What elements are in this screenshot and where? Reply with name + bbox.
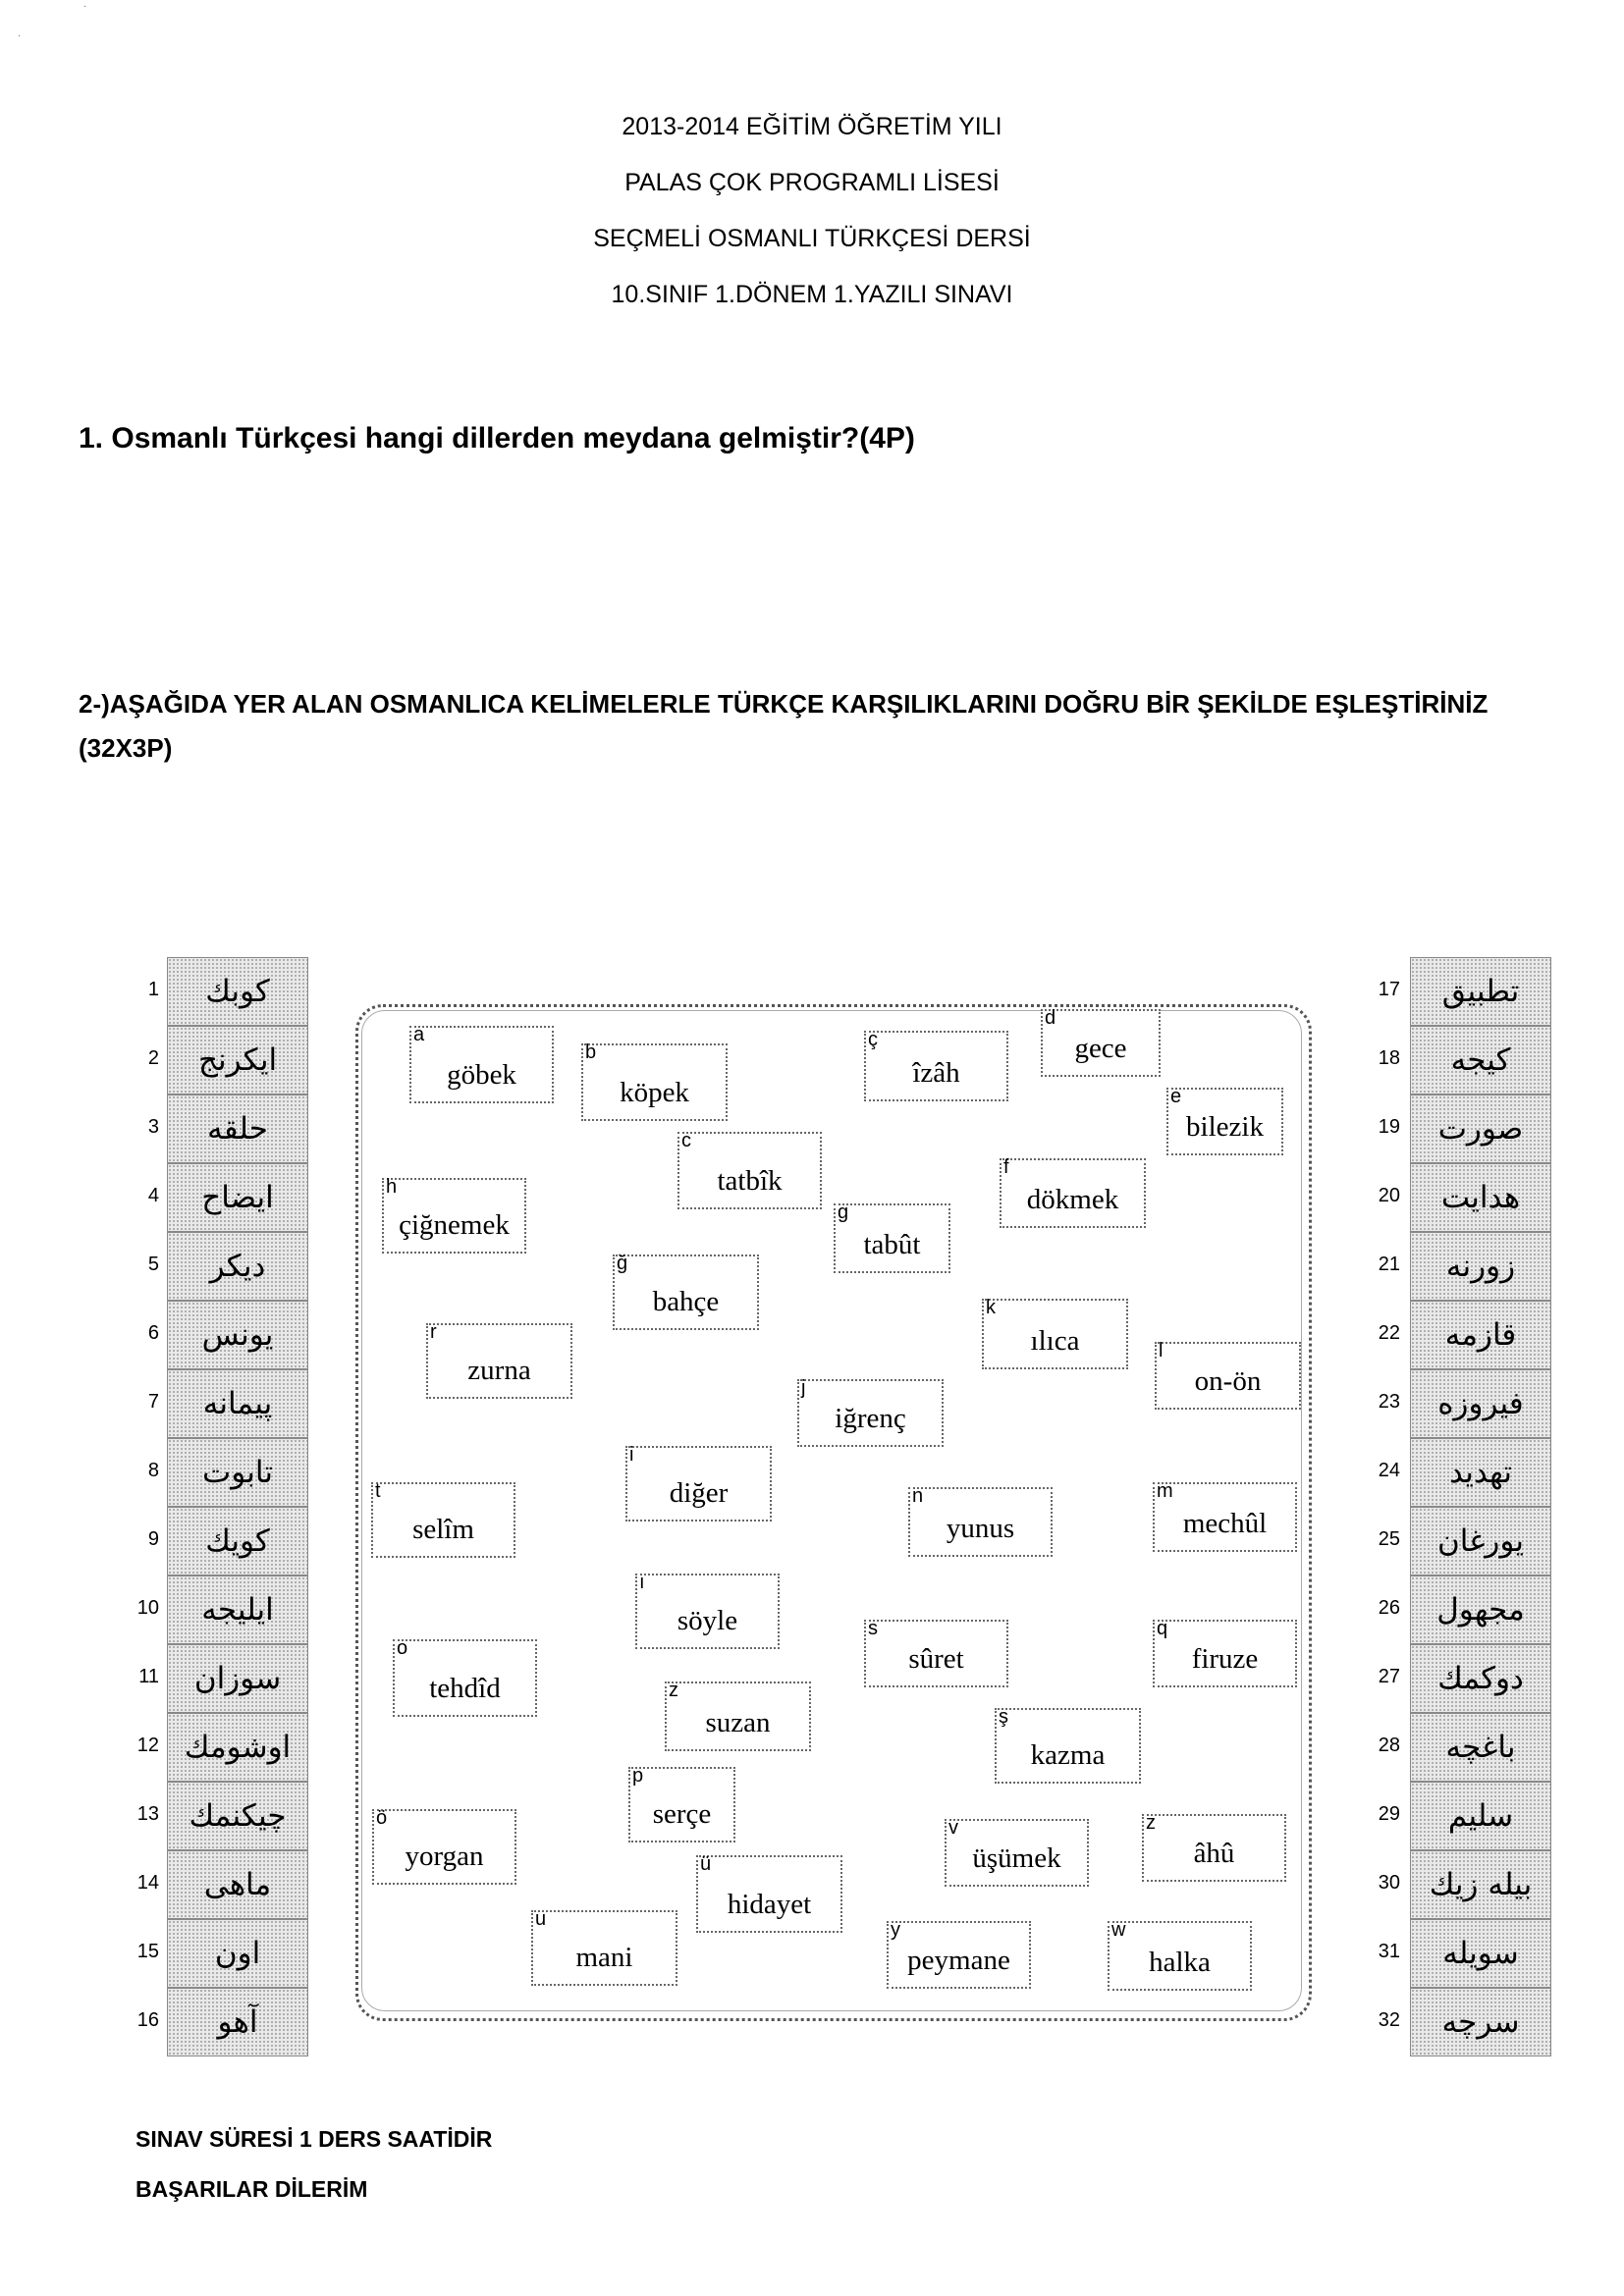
arabic-word-number: 2 xyxy=(147,1047,159,1069)
arabic-word-row xyxy=(147,1438,308,1507)
arabic-word-cell: فیروزه xyxy=(1410,1369,1551,1438)
word-bank-item xyxy=(635,1574,780,1649)
word-text: mechûl xyxy=(1182,1508,1268,1539)
arabic-word-number: 13 xyxy=(136,1803,159,1825)
word-bank-item xyxy=(1142,1814,1286,1882)
word-text: âhû xyxy=(1193,1838,1235,1869)
word-bank-item xyxy=(581,1043,728,1121)
arabic-word-cell: مجهول xyxy=(1410,1575,1551,1644)
word-letter-label: ş xyxy=(999,1706,1008,1728)
word-text: çiğnemek xyxy=(399,1209,510,1241)
word-bank-item xyxy=(625,1446,772,1522)
word-text: kazma xyxy=(1030,1739,1106,1771)
arabic-word-cell: ماهی xyxy=(167,1850,308,1919)
word-letter-label: n xyxy=(912,1485,924,1507)
word-text: halka xyxy=(1149,1947,1211,1978)
word-letter-label: v xyxy=(948,1817,958,1839)
word-letter-label: h xyxy=(386,1176,398,1198)
word-letter-label: e xyxy=(1170,1086,1182,1107)
word-bank-item xyxy=(628,1767,735,1842)
question-2: 2-)AŞAĞIDA YER ALAN OSMANLICA KELİMELERLE TÜRKÇE KARŞILIKLARINI DOĞRU BİR ŞEKİLDE EŞLEŞTİRİNİZ (32X3P) xyxy=(79,689,1489,763)
word-bank-item xyxy=(1166,1088,1283,1155)
arabic-word-cell: دیکر xyxy=(167,1232,308,1301)
arabic-word-row xyxy=(147,1095,308,1163)
arabic-word-row xyxy=(136,1850,308,1919)
arabic-word-cell: باغچه xyxy=(1410,1713,1551,1782)
arabic-word-cell: تهدید xyxy=(1410,1438,1551,1507)
word-text: sûret xyxy=(908,1643,964,1675)
header-exam: 10.SINIF 1.DÖNEM 1.YAZILI SINAVI xyxy=(611,281,1013,308)
arabic-word-number: 32 xyxy=(1378,2009,1400,2031)
word-text: firuze xyxy=(1191,1643,1259,1675)
word-bank-item xyxy=(1155,1342,1301,1410)
word-text: peymane xyxy=(907,1945,1010,1976)
word-letter-label: w xyxy=(1111,1919,1126,1941)
arabic-word-row xyxy=(1378,957,1551,1026)
word-bank-item xyxy=(1153,1620,1297,1687)
arabic-word-number: 3 xyxy=(147,1116,159,1138)
word-bank-item xyxy=(409,1026,554,1103)
arabic-word-row xyxy=(1378,1369,1551,1438)
word-text: köpek xyxy=(620,1077,689,1108)
word-letter-label: f xyxy=(1003,1156,1009,1178)
arabic-word-row xyxy=(147,1369,308,1438)
word-text: göbek xyxy=(447,1059,516,1091)
arabic-word-row xyxy=(136,1988,308,2056)
arabic-word-cell: اون xyxy=(167,1919,308,1988)
word-bank-item xyxy=(945,1819,1089,1887)
word-letter-label: c xyxy=(681,1130,691,1151)
word-bank-item xyxy=(665,1682,811,1751)
arabic-word-row xyxy=(136,1782,308,1850)
word-letter-label: r xyxy=(430,1321,437,1343)
good-luck-note: BAŞARILAR DİLERİM xyxy=(135,2176,368,2202)
arabic-word-row xyxy=(136,1919,308,1988)
arabic-word-row xyxy=(1378,1301,1551,1369)
arabic-word-number: 11 xyxy=(138,1666,159,1687)
header-year: 2013-2014 EĞİTİM ÖĞRETİM YILI xyxy=(622,113,1002,140)
word-text: üşümek xyxy=(972,1842,1061,1874)
word-bank-item xyxy=(995,1708,1141,1784)
word-letter-label: z xyxy=(1146,1812,1156,1834)
word-letter-label: y xyxy=(891,1919,900,1941)
arabic-word-cell: اوشومك xyxy=(167,1713,308,1782)
arabic-word-number: 20 xyxy=(1378,1185,1400,1206)
arabic-word-row xyxy=(138,1644,308,1713)
arabic-word-number: 24 xyxy=(1378,1460,1400,1481)
arabic-word-number: 29 xyxy=(1378,1803,1400,1825)
arabic-word-cell: کیجه xyxy=(1410,1026,1551,1095)
word-letter-label: d xyxy=(1045,1007,1056,1029)
word-bank-item xyxy=(887,1921,1031,1989)
arabic-word-cell: زورنه xyxy=(1410,1232,1551,1301)
arabic-word-row xyxy=(147,1026,308,1095)
word-letter-label: k xyxy=(986,1297,996,1318)
word-text: serçe xyxy=(652,1798,712,1830)
word-text: ılıca xyxy=(1030,1325,1080,1357)
arabic-word-number: 21 xyxy=(1378,1254,1400,1275)
arabic-word-number: 22 xyxy=(1378,1322,1400,1344)
arabic-word-number: 5 xyxy=(147,1254,159,1275)
arabic-word-row xyxy=(1378,1988,1551,2056)
word-text: tehdîd xyxy=(429,1673,501,1704)
word-bank-item xyxy=(371,1482,515,1558)
word-text: iğrenç xyxy=(835,1403,906,1434)
word-text: yunus xyxy=(946,1513,1015,1544)
word-text: bahçe xyxy=(652,1286,720,1317)
word-text: yorgan xyxy=(405,1841,484,1872)
arabic-word-cell: ایلیجه xyxy=(167,1575,308,1644)
arabic-word-number: 17 xyxy=(1378,979,1400,1000)
word-letter-label: t xyxy=(375,1480,381,1502)
arabic-word-number: 9 xyxy=(147,1528,159,1550)
arabic-word-row xyxy=(1378,1095,1551,1163)
word-letter-label: q xyxy=(1157,1618,1168,1639)
word-bank-item xyxy=(677,1132,822,1209)
arabic-word-number: 19 xyxy=(1378,1116,1400,1138)
word-text: tatbîk xyxy=(717,1165,783,1197)
arabic-word-number: 10 xyxy=(136,1597,159,1619)
arabic-word-cell: یونس xyxy=(167,1301,308,1369)
arabic-word-number: 8 xyxy=(147,1460,159,1481)
arabic-word-cell: بیله زیك xyxy=(1410,1850,1551,1919)
word-bank-item xyxy=(797,1379,944,1447)
arabic-word-cell: سوزان xyxy=(167,1644,308,1713)
word-bank-item xyxy=(393,1639,537,1717)
scan-dot: · xyxy=(83,2,87,13)
word-bank-item xyxy=(1153,1482,1297,1552)
word-letter-label: ü xyxy=(700,1853,712,1875)
word-bank-item xyxy=(864,1031,1008,1101)
word-letter-label: j xyxy=(801,1377,806,1399)
arabic-word-row xyxy=(1378,1782,1551,1850)
word-text: zurna xyxy=(467,1355,531,1386)
arabic-word-row xyxy=(147,1232,308,1301)
word-letter-label: g xyxy=(838,1201,849,1223)
word-bank-item xyxy=(1041,1009,1161,1077)
arabic-word-cell: سرچه xyxy=(1410,1988,1551,2056)
arabic-word-cell: حلقه xyxy=(167,1095,308,1163)
word-text: suzan xyxy=(705,1707,771,1738)
word-text: gece xyxy=(1074,1033,1127,1064)
word-bank-item xyxy=(834,1203,950,1273)
word-text: diğer xyxy=(669,1477,729,1509)
arabic-word-number: 14 xyxy=(136,1872,159,1894)
arabic-word-row xyxy=(1378,1438,1551,1507)
arabic-words-left-column xyxy=(136,957,308,2056)
arabic-word-number: 31 xyxy=(1378,1941,1400,1962)
word-letter-label: l xyxy=(1159,1340,1164,1362)
word-letter-label: a xyxy=(413,1024,425,1045)
arabic-word-number: 6 xyxy=(147,1322,159,1344)
arabic-word-cell: سویله xyxy=(1410,1919,1551,1988)
word-letter-label: ğ xyxy=(617,1253,628,1274)
header-school: PALAS ÇOK PROGRAMLI LİSESİ xyxy=(624,169,1000,196)
arabic-word-cell: هدایت xyxy=(1410,1163,1551,1232)
arabic-word-cell: دوکمك xyxy=(1410,1644,1551,1713)
arabic-word-cell: ایکرنج xyxy=(167,1026,308,1095)
word-text: söyle xyxy=(677,1605,738,1636)
arabic-word-number: 28 xyxy=(1378,1735,1400,1756)
word-bank-item xyxy=(426,1323,572,1399)
word-letter-label: b xyxy=(585,1041,597,1063)
question-1: 1. Osmanlı Türkçesi hangi dillerden meydana gelmiştir?(4P) xyxy=(79,422,915,454)
arabic-word-cell: ایضاح xyxy=(167,1163,308,1232)
word-letter-label: m xyxy=(1157,1480,1173,1502)
arabic-word-number: 7 xyxy=(147,1391,159,1413)
word-letter-label: u xyxy=(535,1908,547,1930)
arabic-word-cell: چیکنمك xyxy=(167,1782,308,1850)
word-bank-item xyxy=(908,1487,1053,1557)
word-bank-item xyxy=(372,1809,516,1885)
arabic-word-cell: صورت xyxy=(1410,1095,1551,1163)
word-text: mani xyxy=(575,1942,633,1973)
arabic-word-cell: کوبك xyxy=(167,957,308,1026)
arabic-word-number: 26 xyxy=(1378,1597,1400,1619)
word-letter-label: ç xyxy=(868,1029,878,1050)
word-text: dökmek xyxy=(1026,1184,1119,1215)
arabic-word-number: 15 xyxy=(136,1941,159,1962)
word-bank-item xyxy=(1108,1921,1252,1991)
arabic-word-row xyxy=(147,957,308,1026)
arabic-word-row xyxy=(136,1713,308,1782)
arabic-word-number: 12 xyxy=(136,1735,159,1756)
word-text: hidayet xyxy=(727,1889,812,1920)
arabic-word-number: 25 xyxy=(1378,1528,1400,1550)
arabic-word-number: 27 xyxy=(1378,1666,1400,1687)
scan-dot: · xyxy=(18,31,22,42)
word-letter-label: ı xyxy=(639,1572,645,1593)
word-bank-item xyxy=(864,1620,1008,1687)
word-text: îzâh xyxy=(912,1057,960,1089)
word-bank-item xyxy=(531,1910,677,1986)
word-bank-item xyxy=(696,1855,842,1933)
word-text: tabût xyxy=(863,1229,921,1260)
word-letter-label: ö xyxy=(376,1807,388,1829)
arabic-word-cell: کویك xyxy=(167,1507,308,1575)
exam-duration: SINAV SÜRESİ 1 DERS SAATİDİR xyxy=(135,2126,493,2152)
word-bank-item xyxy=(982,1299,1128,1369)
arabic-word-row xyxy=(147,1507,308,1575)
word-text: on-ön xyxy=(1194,1365,1262,1397)
arabic-word-row xyxy=(1378,1644,1551,1713)
arabic-words-right-column xyxy=(1378,957,1551,2056)
header-course: SEÇMELİ OSMANLI TÜRKÇESİ DERSİ xyxy=(593,225,1031,252)
word-letter-label: i xyxy=(629,1444,634,1466)
arabic-word-cell: پیمانه xyxy=(167,1369,308,1438)
word-text: bilezik xyxy=(1186,1111,1264,1143)
arabic-word-number: 30 xyxy=(1378,1872,1400,1894)
word-bank-item xyxy=(1000,1158,1146,1228)
arabic-word-row xyxy=(1378,1713,1551,1782)
arabic-word-cell: تابوت xyxy=(167,1438,308,1507)
arabic-word-number: 18 xyxy=(1378,1047,1400,1069)
arabic-word-cell: سلیم xyxy=(1410,1782,1551,1850)
arabic-word-row xyxy=(136,1575,308,1644)
arabic-word-cell: آهو xyxy=(167,1988,308,2056)
arabic-word-row xyxy=(1378,1232,1551,1301)
arabic-word-cell: قازمه xyxy=(1410,1301,1551,1369)
arabic-word-number: 1 xyxy=(147,979,159,1000)
arabic-word-row xyxy=(1378,1575,1551,1644)
arabic-word-row xyxy=(1378,1026,1551,1095)
word-letter-label: z xyxy=(669,1680,678,1701)
arabic-word-row xyxy=(1378,1163,1551,1232)
arabic-word-number: 23 xyxy=(1378,1391,1400,1413)
word-letter-label: p xyxy=(632,1765,644,1787)
arabic-word-row xyxy=(147,1163,308,1232)
word-letter-label: s xyxy=(868,1618,878,1639)
arabic-word-number: 16 xyxy=(136,2009,159,2031)
arabic-word-cell: یورغان xyxy=(1410,1507,1551,1575)
arabic-word-row xyxy=(1378,1507,1551,1575)
word-bank-item xyxy=(613,1255,759,1330)
arabic-word-cell: تطبیق xyxy=(1410,957,1551,1026)
word-bank-item xyxy=(382,1178,526,1254)
word-text: selîm xyxy=(412,1514,474,1545)
arabic-word-row xyxy=(147,1301,308,1369)
arabic-word-row xyxy=(1378,1850,1551,1919)
arabic-word-number: 4 xyxy=(147,1185,159,1206)
arabic-word-row xyxy=(1378,1919,1551,1988)
word-letter-label: o xyxy=(397,1637,408,1659)
